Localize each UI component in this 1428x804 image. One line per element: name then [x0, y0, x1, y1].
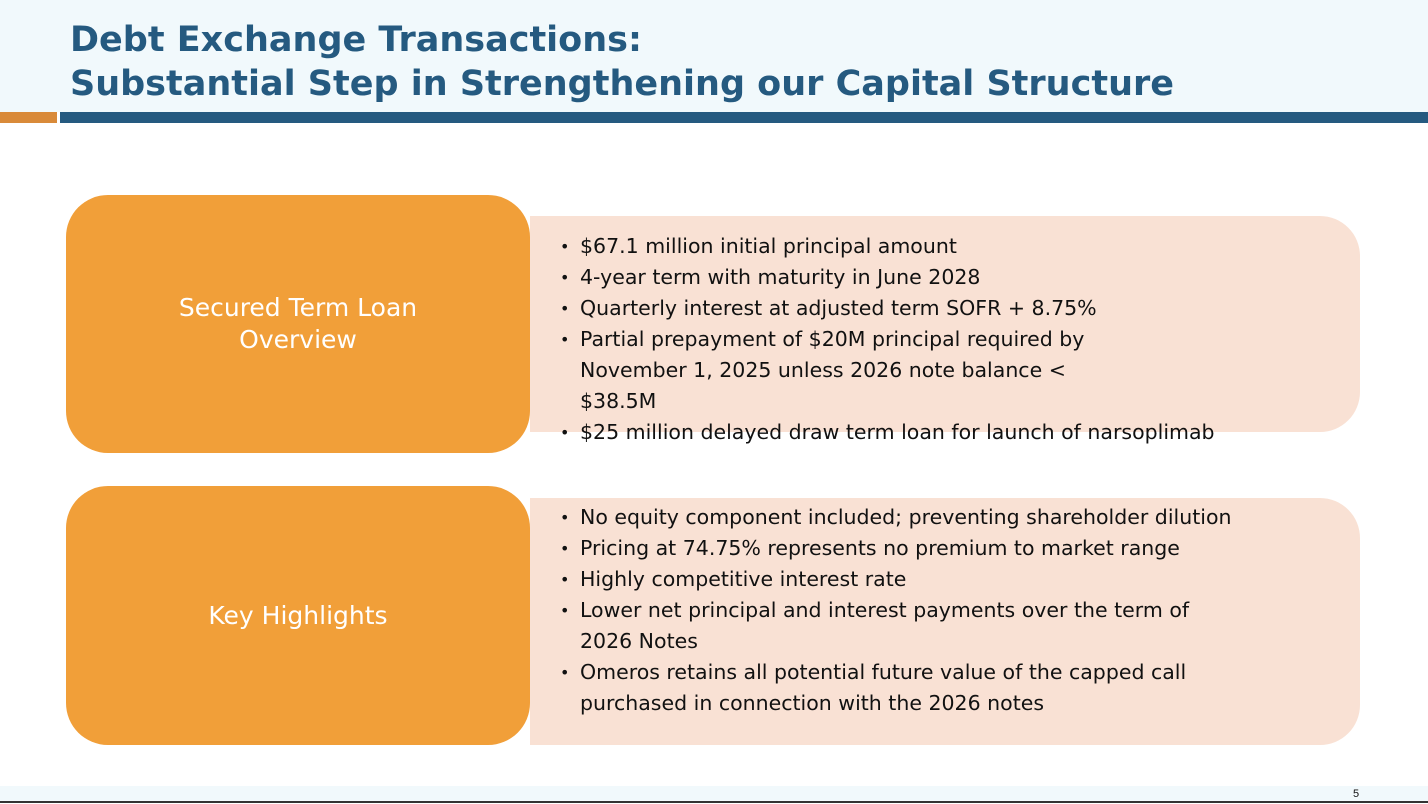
bullet-item: • Highly competitive interest rate: [580, 564, 1360, 595]
bullet-item: • Partial prepayment of $20M principal required by November 1, 2025 unless 2026 note balance < $38.5M: [580, 324, 1140, 417]
bullet-list: [530, 231, 1360, 448]
bullet-item: • Lower net principal and interest payments over the term of 2026 Notes: [580, 595, 1240, 657]
bullet-box: [530, 498, 1360, 745]
bullet-item: • Quarterly interest at adjusted term SOFR + 8.75%: [580, 293, 1360, 324]
bullet-item: • Omeros retains all potential future value of the capped call purchased in connection with the 2026 notes: [580, 657, 1240, 719]
title-line-1: Debt Exchange Transactions:: [70, 20, 642, 60]
bullet-box: [530, 216, 1360, 444]
section-heading-box: [66, 486, 530, 745]
page-number: 5: [1353, 788, 1360, 800]
slide-title: [70, 18, 1174, 106]
section-heading: Key Highlights: [208, 600, 388, 630]
bullet-item: • Pricing at 74.75% represents no premium to market range: [580, 533, 1360, 564]
footer-band: [0, 786, 1428, 803]
section-heading-box: [66, 195, 530, 453]
bullet-item: • No equity component included; preventing shareholder dilution: [580, 502, 1360, 533]
section-heading: Overview: [239, 325, 357, 354]
bullet-item: • $25 million delayed draw term loan for launch of narsoplimab: [580, 417, 1360, 448]
accent-bar-orange: [0, 112, 57, 123]
title-line-2: Substantial Step in Strengthening our Capital Structure: [70, 64, 1174, 104]
section-heading: Secured Term Loan: [178, 293, 418, 322]
bullet-item: • 4-year term with maturity in June 2028: [580, 262, 1360, 293]
accent-bar-blue: [60, 112, 1428, 123]
bullet-item: • $67.1 million initial principal amount: [580, 231, 1360, 262]
bullet-list: [530, 502, 1360, 719]
